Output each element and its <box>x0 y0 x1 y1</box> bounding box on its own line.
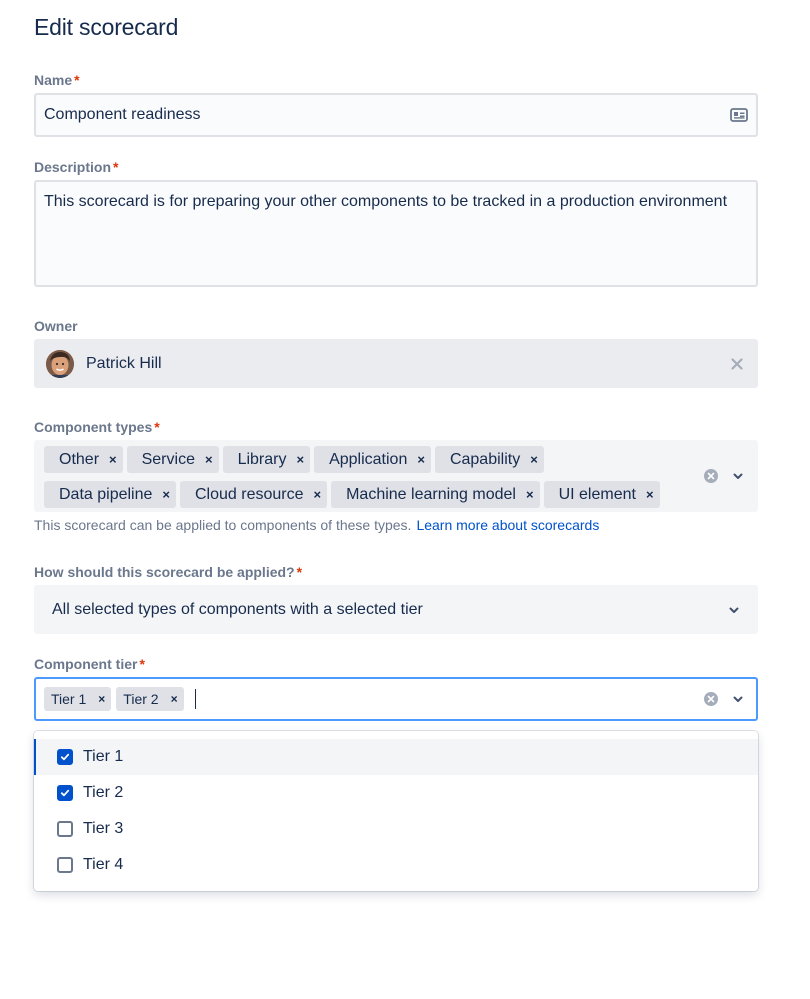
name-value: Component readiness <box>44 106 201 123</box>
checkbox-unchecked-icon[interactable] <box>57 857 73 873</box>
name-label: Name * <box>34 72 80 88</box>
required-mark: * <box>139 656 145 672</box>
remove-chip-icon[interactable]: × <box>313 487 322 502</box>
tier-chips <box>44 687 196 711</box>
description-label: Description * <box>34 159 119 175</box>
text-caret <box>195 689 196 709</box>
remove-chip-icon[interactable]: × <box>162 487 170 502</box>
component-tier-label: Component tier * <box>34 656 145 672</box>
owner-value: Patrick Hill <box>86 354 162 372</box>
chevron-down-icon[interactable] <box>728 604 740 616</box>
description-value: This scorecard is for preparing your other components to be tracked in a production environment <box>44 193 728 210</box>
remove-chip-icon[interactable]: × <box>170 692 178 706</box>
component-types-label: Component types * <box>34 419 160 435</box>
checkbox-checked-icon[interactable] <box>57 749 73 765</box>
required-mark: * <box>74 72 80 88</box>
owner-label: Owner <box>34 318 78 334</box>
chip-ui-element: UI element × <box>544 481 660 508</box>
tier-option-2[interactable] <box>34 775 758 811</box>
required-mark: * <box>296 564 303 580</box>
chip-other: Other × <box>44 446 123 473</box>
remove-chip-icon[interactable]: × <box>417 452 425 467</box>
learn-more-link[interactable]: Learn more about scorecards <box>416 517 600 533</box>
component-type-chips <box>44 446 684 508</box>
required-mark: * <box>113 159 119 175</box>
clear-owner-icon[interactable] <box>730 357 744 371</box>
chevron-down-icon[interactable] <box>732 693 744 705</box>
application-label: How should this scorecard be applied? * <box>34 564 303 580</box>
chip-capability: Capability × <box>435 446 544 473</box>
checkbox-unchecked-icon[interactable] <box>57 821 73 837</box>
owner-select[interactable] <box>34 339 758 388</box>
page-title: Edit scorecard <box>34 14 179 40</box>
remove-chip-icon[interactable]: × <box>204 452 213 467</box>
chip-tier-2: Tier 2 × <box>116 687 183 711</box>
clear-all-icon[interactable] <box>704 692 718 706</box>
remove-chip-icon[interactable]: × <box>530 452 538 467</box>
remove-chip-icon[interactable]: × <box>109 452 117 467</box>
chip-cloud-resource: Cloud resource × <box>180 481 327 508</box>
chip-data-pipeline: Data pipeline × <box>44 481 176 508</box>
tier-option-label: Tier 1 <box>83 748 124 765</box>
chip-application: Application × <box>314 446 431 473</box>
component-types-select[interactable] <box>34 440 758 512</box>
chip-machine-learning-model: Machine learning model × <box>331 481 539 508</box>
component-tier-select[interactable] <box>34 677 758 721</box>
remove-chip-icon[interactable]: × <box>525 487 534 502</box>
required-mark: * <box>154 419 160 435</box>
contact-card-icon <box>730 108 748 122</box>
chip-tier-1: Tier 1 × <box>44 687 111 711</box>
checkbox-checked-icon[interactable] <box>57 785 73 801</box>
chip-library: Library × <box>223 446 311 473</box>
clear-all-icon[interactable] <box>704 469 718 483</box>
tier-option-label: Tier 4 <box>83 856 124 873</box>
application-select[interactable] <box>34 585 758 634</box>
tier-option-3[interactable] <box>34 811 758 847</box>
name-input[interactable] <box>34 93 758 137</box>
component-types-controls <box>704 469 744 483</box>
chevron-down-icon[interactable] <box>732 470 744 482</box>
component-types-helper: This scorecard can be applied to components of these types. Learn more about scorecards <box>34 517 600 533</box>
application-value: All selected types of components with a selected tier <box>52 600 423 618</box>
description-textarea[interactable] <box>34 180 758 287</box>
chip-service: Service × <box>127 446 219 473</box>
component-tier-controls <box>704 692 744 706</box>
tier-option-label: Tier 2 <box>83 784 124 801</box>
tier-dropdown-menu <box>34 731 758 891</box>
tier-option-label: Tier 3 <box>83 820 124 837</box>
tier-option-4[interactable] <box>34 847 758 883</box>
remove-chip-icon[interactable]: × <box>98 692 106 706</box>
remove-chip-icon[interactable]: × <box>645 487 654 502</box>
tier-option-1[interactable] <box>34 739 758 775</box>
remove-chip-icon[interactable]: × <box>296 452 305 467</box>
avatar <box>46 350 74 378</box>
